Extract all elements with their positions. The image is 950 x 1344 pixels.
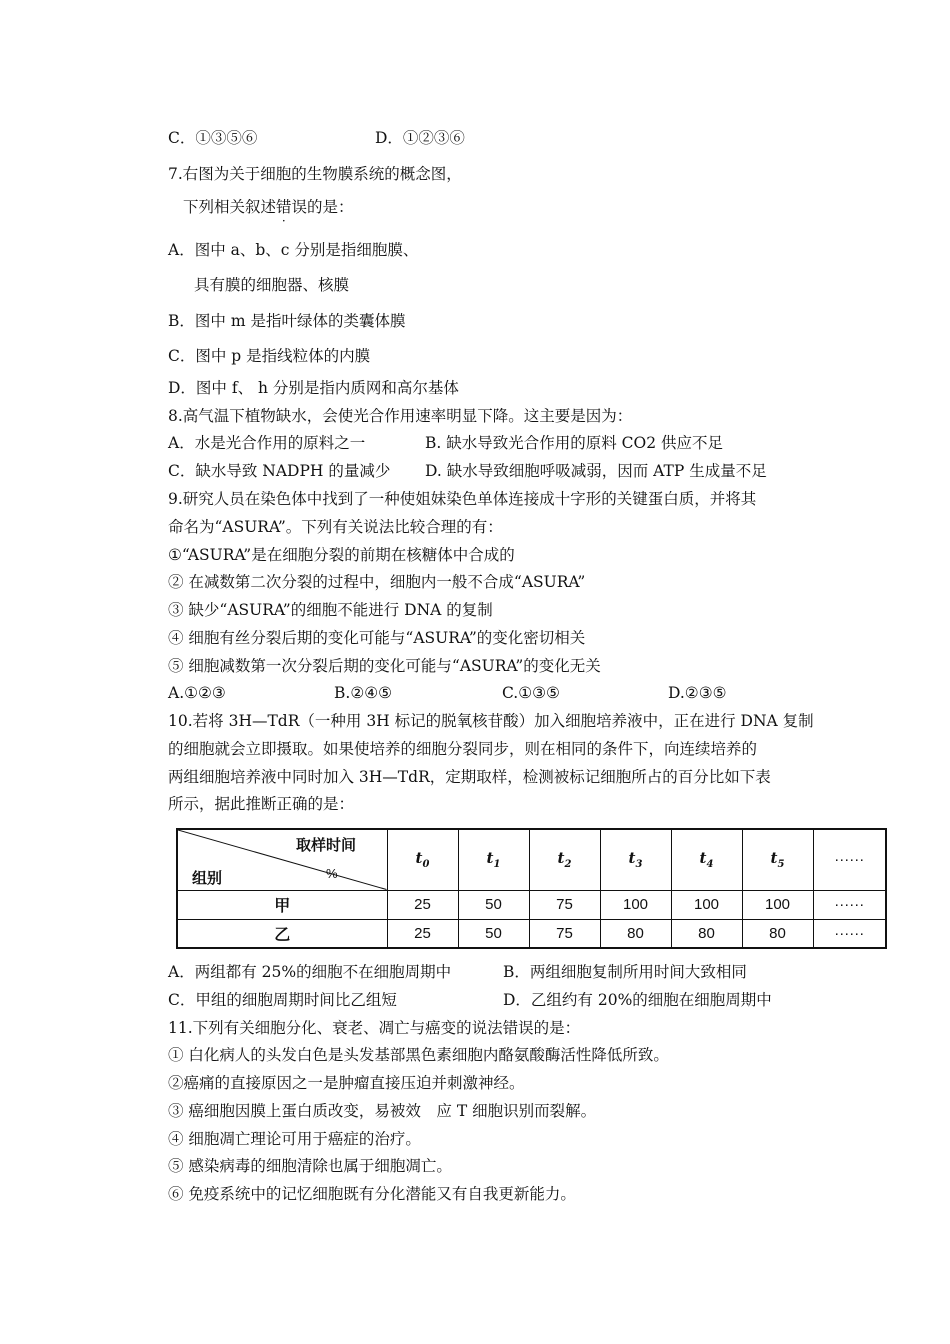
q9-item-5: ⑤ 细胞减数第一次分裂后期的变化可能与“ASURA”的变化无关 — [168, 657, 601, 675]
q9-option-c: C.①③⑤ — [502, 684, 560, 702]
time-header-t5: $t_5$ — [742, 829, 813, 890]
q8-option-c: C．缺水导致 NADPH 的量减少 — [168, 462, 391, 480]
q7-option-a-line1: A．图中 a、b、c 分别是指细胞膜、 — [168, 241, 419, 259]
q9-stem-line2: 命名为“ASURA”。下列有关说法比较合理的有： — [168, 518, 503, 536]
emphasis-dot-char: 错 · — [276, 198, 292, 228]
time-header-t2: $t_2$ — [529, 829, 600, 890]
table-cell: 80 — [742, 919, 813, 948]
q9-item-4: ④ 细胞有丝分裂后期的变化可能与“ASURA”的变化密切相关 — [168, 629, 586, 647]
table-cell: 50 — [458, 890, 529, 919]
q8-option-a: A．水是光合作用的原料之一 — [168, 434, 366, 452]
q11-item-3: ③ 癌细胞因膜上蛋白质改变，易被效 应 T 细胞识别而裂解。 — [168, 1102, 597, 1120]
q9-option-d: D.②③⑤ — [668, 684, 727, 702]
q10-option-c: C．甲组的细胞周期时间比乙组短 — [168, 991, 397, 1009]
q8-option-b: B. 缺水导致光合作用的原料 CO2 供应不足 — [425, 434, 724, 452]
q10-stem-line1: 10.若将 3H—TdR（一种用 3H 标记的脱氧核苷酸）加入细胞培养液中，正在进行 DNA 复制 — [168, 712, 814, 730]
group-label-jia: 甲 — [177, 890, 387, 919]
table-cell: 100 — [742, 890, 813, 919]
q11-item-1: ① 白化病人的头发白色是头发基部黑色素细胞内酪氨酸酶活性降低所致。 — [168, 1046, 669, 1064]
q8-option-d: D. 缺水导致细胞呼吸减弱，因而 ATP 生成量不足 — [425, 462, 767, 480]
table-cell: 100 — [671, 890, 742, 919]
q9-item-1: ①“ASURA”是在细胞分裂的前期在核糖体中合成的 — [168, 546, 515, 564]
q7-option-c: C．图中 p 是指线粒体的内膜 — [168, 347, 371, 365]
header-ellipsis: ······ — [813, 829, 886, 890]
table-cell: 75 — [529, 890, 600, 919]
time-header-t1: $t_1$ — [458, 829, 529, 890]
table-cell: 80 — [671, 919, 742, 948]
q10-option-b: B．两组细胞复制所用时间大致相同 — [503, 963, 747, 981]
q9-option-b: B.②④⑤ — [334, 684, 393, 702]
table-cell: 25 — [387, 890, 458, 919]
q8-stem: 8.高气温下植物缺水，会使光合作用速率明显下降。这主要是因为： — [168, 407, 633, 425]
table-cell: 100 — [600, 890, 671, 919]
corner-label-percent: % — [326, 866, 338, 881]
q7-option-b: B．图中 m 是指叶绿体的类囊体膜 — [168, 312, 406, 330]
corner-label-group: 组别 — [192, 870, 223, 887]
q10-option-a: A．两组都有 25%的细胞不在细胞周期中 — [168, 963, 452, 981]
q9-option-a: A.①②③ — [168, 684, 226, 702]
corner-label-sampling-time: 取样时间 — [296, 837, 357, 854]
q10-stem-line3: 两组细胞培养液中同时加入 3H—TdR，定期取样，检测被标记细胞所占的百分比如下表 — [168, 768, 771, 786]
row-ellipsis: ······ — [813, 919, 886, 948]
q7-stem-line2: 下列相关叙述错 · 误的是： — [183, 198, 354, 228]
q11-item-4: ④ 细胞凋亡理论可用于癌症的治疗。 — [168, 1130, 421, 1148]
row-ellipsis: ······ — [813, 890, 886, 919]
table-cell: 75 — [529, 919, 600, 948]
table-corner-cell — [177, 829, 387, 890]
q11-item-6: ⑥ 免疫系统中的记忆细胞既有分化潜能又有自我更新能力。 — [168, 1185, 576, 1203]
q10-stem-line4: 所示，据此推断正确的是： — [168, 795, 355, 813]
q6-option-c: C．①③⑤⑥ — [168, 129, 258, 147]
q6-option-d: D．①②③⑥ — [375, 129, 465, 147]
table-cell: 50 — [458, 919, 529, 948]
table-cell: 25 — [387, 919, 458, 948]
q9-stem-line1: 9.研究人员在染色体中找到了一种使姐妹染色单体连接成十字形的关键蛋白质，并将其 — [168, 490, 757, 508]
table-header-row — [177, 829, 886, 890]
q7-option-a-line2: 具有膜的细胞器、核膜 — [194, 276, 350, 294]
group-label-yi: 乙 — [177, 919, 387, 948]
q11-item-5: ⑤ 感染病毒的细胞清除也属于细胞凋亡。 — [168, 1157, 452, 1175]
time-header-t3: $t_3$ — [600, 829, 671, 890]
q7-option-d: D．图中 f、 h 分别是指内质网和高尔基体 — [168, 379, 459, 397]
q11-item-2: ②癌痛的直接原因之一是肿瘤直接压迫并刺激神经。 — [168, 1074, 525, 1092]
time-header-t4: $t_4$ — [671, 829, 742, 890]
q10-option-d: D．乙组约有 20%的细胞在细胞周期中 — [503, 991, 772, 1009]
table-cell: 80 — [600, 919, 671, 948]
q9-item-2: ② 在减数第二次分裂的过程中，细胞内一般不合成“ASURA” — [168, 573, 586, 591]
q7-stem-line1: 7.右图为关于细胞的生物膜系统的概念图， — [168, 165, 462, 183]
labeling-percent-table — [176, 828, 887, 949]
time-header-t0: $t_0$ — [387, 829, 458, 890]
table-row-yi — [177, 919, 886, 948]
q9-item-3: ③ 缺少“ASURA”的细胞不能进行 DNA 的复制 — [168, 601, 493, 619]
table-row-jia — [177, 890, 886, 919]
q10-stem-line2: 的细胞就会立即摄取。如果使培养的细胞分裂同步，则在相同的条件下，向连续培养的 — [168, 740, 758, 758]
q11-stem: 11.下列有关细胞分化、衰老、凋亡与癌变的说法错误的是： — [168, 1019, 581, 1037]
